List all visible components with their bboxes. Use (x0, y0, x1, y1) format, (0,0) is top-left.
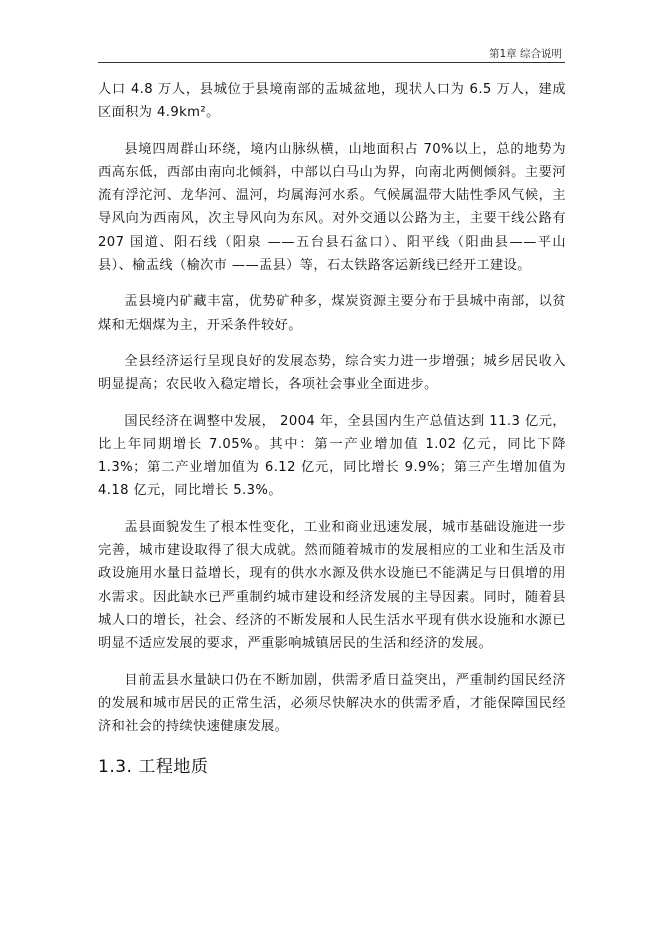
paragraph-water-demand: 盂县面貌发生了根本性变化，工业和商业迅速发展，城市基础设施进一步完善，城市建设取得了很大成就。然而随着城市的发展相应的工业和生活及市政设施用水量日益增长，现有的供水水源及供水设施已不能满足与日俱增的用水需求。因此缺水已严重制约城市建设和经济发展的主导因素。同时，随着县城人口的增长，社会、经济的不断发展和人民生活水平现有供水设施和水源已明显不适应发展的要求，严重影响城镇居民的生活和经济的发展。 (98, 519, 566, 652)
paragraph-gdp: 国民经济在调整中发展， 2004 年，全县国内生产总值达到 11.3 亿元，比上年同期增长 7.05%。其中：第一产业增加值 1.02 亿元，同比下降 1.3%；第二产业增加值为 6.12 亿元，同比增长 9.9%；第三产生增加值为 4.18 亿元，同比增长 5.3%。 (98, 413, 566, 499)
chapter-header: 第1章 综合说明 (488, 48, 562, 60)
paragraph-geography: 县境四周群山环绕，境内山脉纵横，山地面积占 70%以上，总的地势为西高东低，西部由南向北倾斜，中部以白马山为界，向南北两侧倾斜。主要河流有浮沱河、龙华河、温河，均属海河水系。气候属温带大陆性季风气候，主导风向为西南风，次主导风向为东风。对外交通以公路为主，主要干线公路有 207 国道、阳石线（阳泉 ——五台县石盆口）、阳平线（阳曲县——平山县）、榆盂线（榆次市 ——盂县）等，石太铁路客运新线已经开工建设。 (98, 141, 566, 274)
paragraph-minerals: 盂县境内矿藏丰富，优势矿种多，煤炭资源主要分布于县城中南部，以贫煤和无烟煤为主，开采条件较好。 (98, 294, 566, 333)
paragraph-water-shortage: 目前盂县水量缺口仍在不断加剧，供需矛盾日益突出，严重制约国民经济的发展和城市居民的正常生活，必须尽快解决水的供需矛盾，才能保障国民经济和社会的持续快速健康发展。 (98, 672, 566, 735)
section-heading: 1.3. 工程地质 (98, 757, 209, 778)
document-body (98, 78, 566, 780)
header-divider (98, 62, 565, 63)
paragraph-economy-overview: 全县经济运行呈现良好的发展态势，综合实力进一步增强；城乡居民收入明显提高；农民收入稳定增长，各项社会事业全面进步。 (98, 353, 566, 393)
paragraph-population: 人口 4.8 万人，县城位于县境南部的盂城盆地，现状人口为 6.5 万人，建成区面积为 4.9km²。 (98, 82, 566, 121)
